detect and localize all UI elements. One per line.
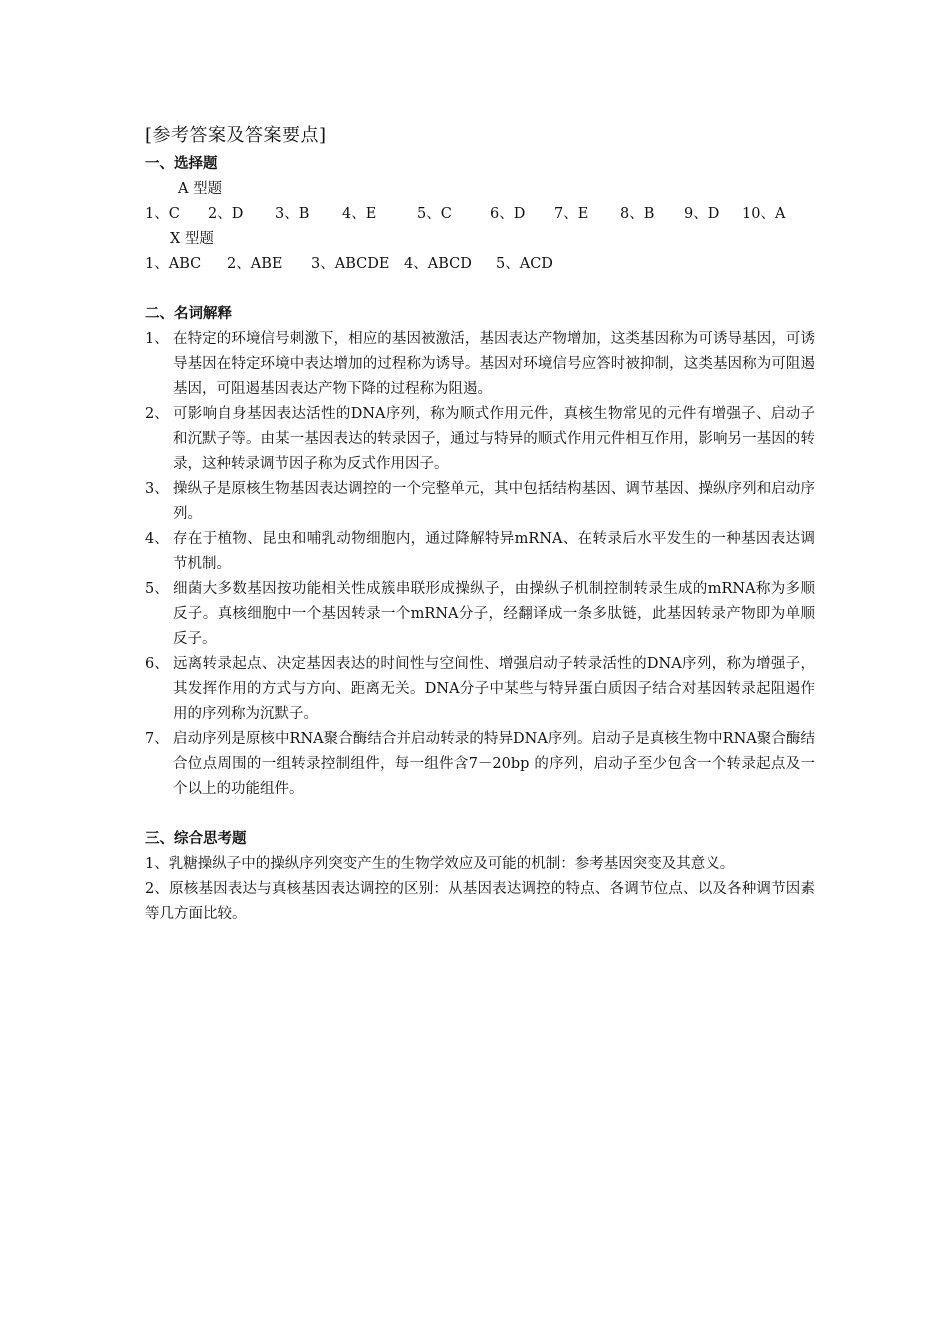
definition-text: 在特定的环境信号刺激下，相应的基因被激活，基因表达产物增加，这类基因称为可诱导基因，可诱导基因在特定环境中表达增加的过程称为诱导。基因对环境信号应答时被抑制，这类基因称为可阻遏基因，可阻遏基因表达产物下降的过程称为阻遏。 — [173, 331, 815, 397]
answer-item: 4、E — [342, 206, 377, 222]
definition-item — [145, 727, 815, 802]
definition-item — [145, 477, 815, 527]
section-heading-choice: 一、选择题 — [145, 156, 218, 172]
x-type-label: X 型题 — [170, 231, 214, 247]
synthesis-item: 2、原核基因表达与真核基因表达调控的区别：从基因表达调控的特点、各调节位点、以及各种调节因素等几方面比较。 — [145, 881, 815, 922]
answer-item: 3、B — [275, 206, 310, 222]
definition-number: 6、 — [145, 656, 169, 672]
a-type-answers — [145, 202, 815, 227]
definition-number: 2、 — [145, 406, 169, 422]
x-type-answers — [145, 252, 815, 277]
definition-number: 5、 — [145, 581, 169, 597]
page-title: [参考答案及答案要点] — [145, 125, 327, 146]
definition-text: 细菌大多数基因按功能相关性成簇串联形成操纵子，由操纵子机制控制转录生成的mRNA称为多顺反子。真核细胞中一个基因转录一个mRNA分子，经翻译成一条多肽链，此基因转录产物即为单顺反子。 — [173, 581, 815, 647]
answer-sheet — [145, 122, 815, 927]
answer-item: 6、D — [490, 206, 526, 222]
a-type-label: A 型题 — [178, 181, 223, 197]
definition-item — [145, 402, 815, 477]
definition-text: 可影响自身基因表达活性的DNA序列，称为顺式作用元件，真核生物常见的元件有增强子、启动子和沉默子等。由某一基因表达的转录因子，通过与特异的顺式作用元件相互作用，影响另一基因的转录，这种转录调节因子称为反式作用因子。 — [173, 406, 815, 472]
definition-item — [145, 577, 815, 652]
answer-item: 10、A — [742, 206, 786, 222]
definition-number: 7、 — [145, 731, 169, 747]
answer-item: 5、C — [417, 206, 452, 222]
answer-item: 2、D — [208, 206, 244, 222]
definition-text: 存在于植物、昆虫和哺乳动物细胞内，通过降解特异mRNA、在转录后水平发生的一种基因表达调节机制。 — [173, 531, 815, 572]
answer-item: 7、E — [554, 206, 589, 222]
answer-item: 9、D — [684, 206, 720, 222]
definition-text: 操纵子是原核生物基因表达调控的一个完整单元，其中包括结构基因、调节基因、操纵序列和启动序列。 — [173, 481, 815, 522]
definition-item — [145, 527, 815, 577]
answer-item: 5、ACD — [496, 256, 553, 272]
definition-number: 4、 — [145, 531, 169, 547]
answer-item: 2、ABE — [227, 256, 283, 272]
answer-item: 3、ABCDE — [311, 256, 390, 272]
definition-text: 远离转录起点、决定基因表达的时间性与空间性、增强启动子转录活性的DNA序列，称为增强子，其发挥作用的方式与方向、距离无关。DNA分子中某些与特异蛋白质因子结合对基因转录起阻遏作用的序列称为沉默子。 — [173, 656, 815, 722]
section-heading-terms: 二、名词解释 — [145, 306, 232, 322]
definition-item — [145, 327, 815, 402]
definition-number: 3、 — [145, 481, 169, 497]
answer-item: 8、B — [620, 206, 655, 222]
answer-item: 1、C — [145, 206, 180, 222]
answer-item: 1、ABC — [145, 256, 202, 272]
definition-item — [145, 652, 815, 727]
section-heading-synthesis: 三、综合思考题 — [145, 831, 247, 847]
answer-item: 4、ABCD — [404, 256, 472, 272]
definition-text: 启动序列是原核中RNA聚合酶结合并启动转录的特异DNA序列。启动子是真核生物中RNA聚合酶结合位点周围的一组转录控制组件，每一组件含7－20bp 的序列，启动子至少包含一个转录起点及一个以上的功能组件。 — [173, 731, 815, 797]
synthesis-item: 1、乳糖操纵子中的操纵序列突变产生的生物学效应及可能的机制：参考基因突变及其意义。 — [145, 856, 735, 872]
definition-number: 1、 — [145, 331, 169, 347]
